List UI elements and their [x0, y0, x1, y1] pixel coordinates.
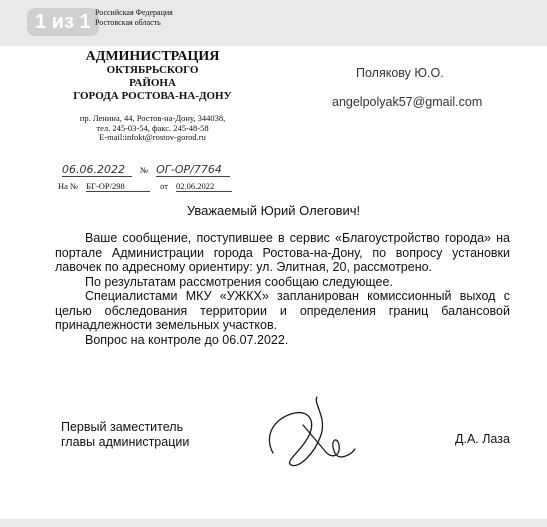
paragraph-3: Специалистами МКУ «УЖКХ» запланирован комиссионный выход с целью обследования территории и определения границ балансовой принадлежности земельных участков.	[55, 289, 510, 332]
registration-number: ОГ-ОР/7764	[156, 163, 230, 177]
signer-position-line-2: главы администрации	[61, 435, 190, 449]
address-line-2: тел. 245-03-54, факс. 245-48-58	[96, 122, 209, 133]
admin-line-1: АДМИНИСТРАЦИЯ	[85, 49, 220, 64]
address-block	[60, 114, 245, 143]
reference-number: БГ-ОР/298	[86, 181, 150, 192]
admin-line-3: РАЙОНА	[129, 77, 176, 89]
viewer-bottom-edge	[0, 519, 547, 527]
signer-name: Д.А. Лаза	[455, 432, 510, 446]
paragraph-1: Ваше сообщение, поступившее в сервис «Благоустройство города» на портале Администрации города Ростова-на-Дону, по вопросу установки лавочек по адресному ориентиру: ул. Элитная, 20, рассмотрено.	[55, 231, 510, 274]
address-line-3: E-mail:infokt@rostov-gorod.ru	[99, 132, 206, 142]
recipient-email: angelpolyak57@gmail.com	[332, 95, 483, 109]
reference-line	[58, 176, 232, 194]
letter-body	[55, 231, 510, 347]
page-counter-badge: 1 из 1	[27, 8, 99, 36]
admin-line-4: ГОРОДА РОСТОВА-НА-ДОНУ	[73, 90, 232, 102]
federation-text: Российская Федерация	[95, 8, 173, 17]
reference-date-label: от	[160, 181, 169, 191]
admin-line-2: ОКТЯБРЬСКОГО	[106, 64, 199, 76]
signer-position	[61, 420, 189, 450]
paragraph-2: По результатам рассмотрения сообщаю следующее.	[85, 274, 393, 289]
signer-position-line-1: Первый заместитель	[61, 420, 184, 434]
greeting: Уважаемый Юрий Олегович!	[186, 203, 361, 218]
reference-date: 02.06.2022	[176, 181, 232, 192]
registration-number-prefix: №	[140, 165, 149, 175]
federation-header	[95, 8, 173, 28]
address-line-1: пр. Ленина, 44, Ростов-на-Дону, 344038,	[79, 113, 226, 123]
handwritten-signature	[255, 395, 365, 475]
viewer-top-bar	[0, 0, 547, 46]
registration-date: 06.06.2022	[62, 163, 132, 177]
administration-title	[60, 49, 245, 103]
recipient-name: Полякову Ю.О.	[356, 66, 444, 80]
reference-label: На №	[58, 181, 79, 191]
region-text: Ростовская область	[95, 18, 161, 27]
paragraph-4: Вопрос на контроле до 06.07.2022.	[85, 332, 289, 347]
